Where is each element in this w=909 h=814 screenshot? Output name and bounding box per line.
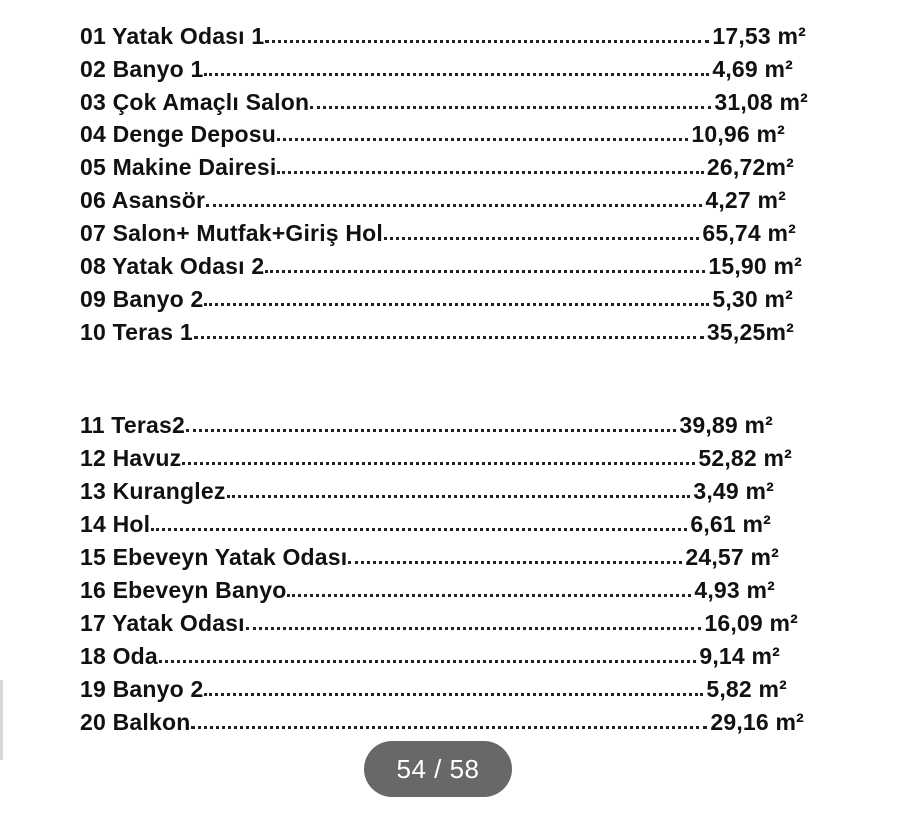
dot-leader: [151, 528, 687, 531]
room-label: 09 Banyo 2: [80, 286, 204, 312]
room-area: 35,25m²: [706, 319, 794, 345]
room-label: 04 Denge Deposu: [80, 121, 276, 147]
dot-leader: [186, 429, 676, 432]
room-label: 12 Havuz: [80, 445, 182, 471]
room-label: 14 Hol: [80, 511, 151, 537]
room-label: 16 Ebeveyn Banyo: [80, 577, 287, 603]
room-label: 01 Yatak Odası 1: [80, 23, 265, 49]
room-area: 15,90 m²: [708, 253, 802, 279]
room-row: [80, 703, 804, 736]
room-label: 18 Oda: [80, 643, 158, 669]
room-area: 16,09 m²: [704, 610, 798, 636]
room-area: 4,69 m²: [712, 56, 793, 82]
dot-leader: [191, 726, 707, 729]
dot-leader: [287, 594, 691, 597]
room-area: 5,30 m²: [712, 286, 793, 312]
dot-leader: [265, 270, 705, 273]
room-label: 17 Yatak Odası: [80, 610, 245, 636]
dot-leader: [204, 693, 703, 696]
room-row: [80, 280, 793, 313]
room-row: [80, 148, 794, 181]
room-row: [80, 17, 806, 50]
room-label: 06 Asansör: [80, 187, 206, 213]
room-area: 29,16 m²: [710, 709, 804, 735]
dot-leader: [277, 171, 703, 174]
room-area: 10,96 m²: [691, 121, 785, 147]
room-label: 11 Teras2: [80, 412, 185, 438]
room-row: [80, 439, 792, 472]
room-area: 39,89 m²: [679, 412, 773, 438]
room-label: 08 Yatak Odası 2: [80, 253, 265, 279]
room-row: [80, 83, 808, 116]
room-area: 4,27 m²: [705, 187, 786, 213]
dot-leader: [204, 303, 709, 306]
room-row: [80, 115, 785, 148]
room-area: 52,82 m²: [698, 445, 792, 471]
dot-leader: [159, 660, 696, 663]
room-label: 10 Teras 1: [80, 319, 193, 345]
room-label: 20 Balkon: [80, 709, 191, 735]
dot-leader: [384, 237, 699, 240]
room-area: 5,82 m²: [706, 676, 787, 702]
room-area: 65,74 m²: [702, 220, 796, 246]
room-area: 9,14 m²: [699, 643, 780, 669]
room-label: 07 Salon+ Mutfak+Giriş Hol: [80, 220, 384, 246]
room-row: [80, 313, 794, 346]
room-row: [80, 247, 802, 280]
room-label: 03 Çok Amaçlı Salon: [80, 89, 310, 115]
room-label: 19 Banyo 2: [80, 676, 204, 702]
room-row: [80, 604, 798, 637]
room-row: [80, 637, 780, 670]
room-area: 24,57 m²: [685, 544, 779, 570]
room-row: [80, 571, 775, 604]
room-row: [80, 472, 774, 505]
dot-leader: [204, 73, 709, 76]
room-area: 6,61 m²: [690, 511, 771, 537]
room-row: [80, 406, 773, 439]
room-row: [80, 538, 779, 571]
room-area: 31,08 m²: [714, 89, 808, 115]
dot-leader: [310, 106, 711, 109]
room-row: [80, 50, 793, 83]
dot-leader: [194, 336, 704, 339]
dot-leader: [182, 462, 695, 465]
dot-leader: [277, 138, 688, 141]
dot-leader: [348, 561, 682, 564]
room-area: 4,93 m²: [694, 577, 775, 603]
dot-leader: [206, 204, 702, 207]
room-label: 15 Ebeveyn Yatak Odası: [80, 544, 348, 570]
room-label: 13 Kuranglez: [80, 478, 226, 504]
room-label: 05 Makine Dairesi: [80, 154, 277, 180]
dot-leader: [246, 627, 702, 630]
room-row: [80, 181, 786, 214]
page-counter-badge: 54 / 58: [364, 741, 512, 797]
dot-leader: [227, 495, 691, 498]
room-row: [80, 214, 796, 247]
room-area: 26,72m²: [706, 154, 794, 180]
room-label: 02 Banyo 1: [80, 56, 204, 82]
page-edge-divider: [0, 680, 3, 760]
room-area: 17,53 m²: [712, 23, 806, 49]
room-area: 3,49 m²: [693, 478, 774, 504]
dot-leader: [265, 40, 709, 43]
room-row: [80, 670, 787, 703]
room-row: [80, 505, 771, 538]
